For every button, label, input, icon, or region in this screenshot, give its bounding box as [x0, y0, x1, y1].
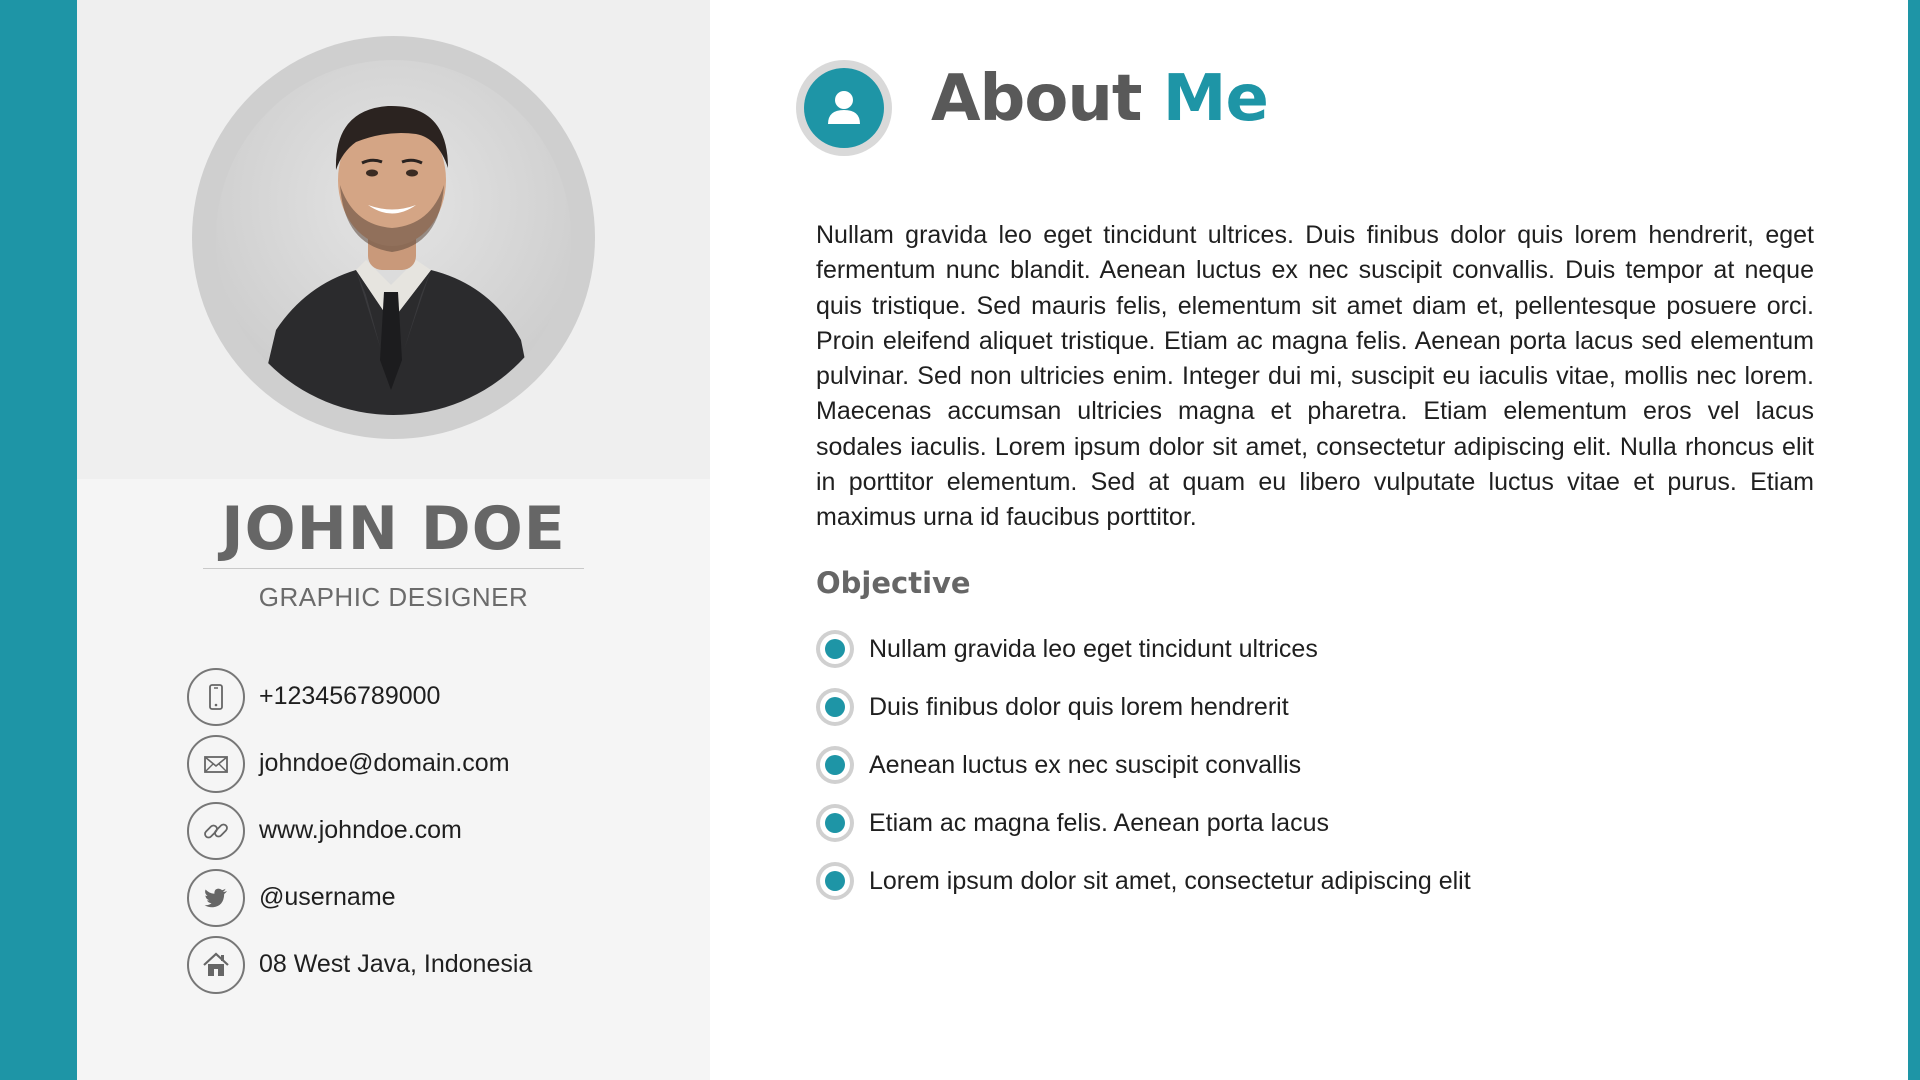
contact-address [187, 931, 687, 998]
bullet-icon [816, 746, 854, 784]
user-icon [804, 68, 884, 148]
profile-role: GRAPHIC DESIGNER [258, 582, 529, 612]
objective-text: Lorem ipsum dolor sit amet, consectetur adipiscing elit [869, 866, 1471, 895]
link-icon [187, 802, 245, 860]
home-icon [187, 936, 245, 994]
profile-name: JOHN DOE [221, 494, 566, 564]
objective-text: Nullam gravida leo eget tincidunt ultrices [869, 634, 1318, 663]
website-url: www.johndoe.com [259, 816, 462, 844]
contact-email [187, 730, 687, 797]
phone-icon [187, 668, 245, 726]
objective-text: Duis finibus dolor quis lorem hendrerit [869, 692, 1289, 721]
bullet-icon [816, 630, 854, 668]
name-divider [203, 568, 584, 569]
bullet-icon [816, 804, 854, 842]
page-title [931, 62, 1268, 136]
objective-heading: Objective [816, 566, 971, 600]
about-header-icon [796, 60, 892, 156]
list-item [816, 794, 1716, 852]
address-text: 08 West Java, Indonesia [259, 950, 533, 978]
bullet-icon [816, 862, 854, 900]
list-item [816, 852, 1716, 910]
profile-sidebar [77, 0, 710, 1080]
objective-list [816, 620, 1716, 910]
photo-panel [77, 0, 710, 479]
phone-number: +123456789000 [259, 682, 441, 710]
portrait-illustration [216, 60, 571, 415]
email-address: johndoe@domain.com [259, 749, 510, 777]
twitter-icon [187, 869, 245, 927]
title-about: About [931, 62, 1142, 136]
list-item [816, 736, 1716, 794]
objective-text: Aenean luctus ex nec suscipit convallis [869, 750, 1302, 779]
profile-photo-frame [192, 36, 595, 439]
objective-text: Etiam ac magna felis. Aenean porta lacus [869, 808, 1329, 837]
about-paragraph: Nullam gravida leo eget tincidunt ultrices. Duis finibus dolor quis lorem hendrerit, eget fermentum nunc blandit. Aenean luctus ex nec suscipit convallis. Duis tempor at neque quis tristique. Sed mauris felis, elementum sit amet diam et, pellentesque posuere orci. Proin eleifend aliquet tristique. Etiam ac magna felis. Aenean porta lacus sed elementum pulvinar. Sed non ultricies enim. Integer dui mi, suscipit eu iaculis vitae, mollis nec lorem. Maecenas accumsan ultricies magna et pharetra. Etiam elementum eros vel lacus sodales iaculis. Lorem ipsum dolor sit amet, consectetur adipiscing elit. Nulla rhoncus elit in porttitor elementum. Sed at quam eu libero vulputate luctus vitae et purus. Etiam maximus urna id faucibus porttitor. [816, 221, 1814, 532]
contact-list [187, 663, 687, 998]
left-accent-bar [0, 0, 77, 1080]
contact-phone [187, 663, 687, 730]
list-item [816, 678, 1716, 736]
mail-icon [187, 735, 245, 793]
title-me: Me [1162, 62, 1268, 136]
right-accent-bar [1908, 0, 1920, 1080]
about-section [710, 0, 1908, 1080]
twitter-handle: @username [259, 883, 396, 911]
contact-website [187, 797, 687, 864]
list-item [816, 620, 1716, 678]
profile-photo [216, 60, 571, 415]
contact-twitter [187, 864, 687, 931]
bullet-icon [816, 688, 854, 726]
